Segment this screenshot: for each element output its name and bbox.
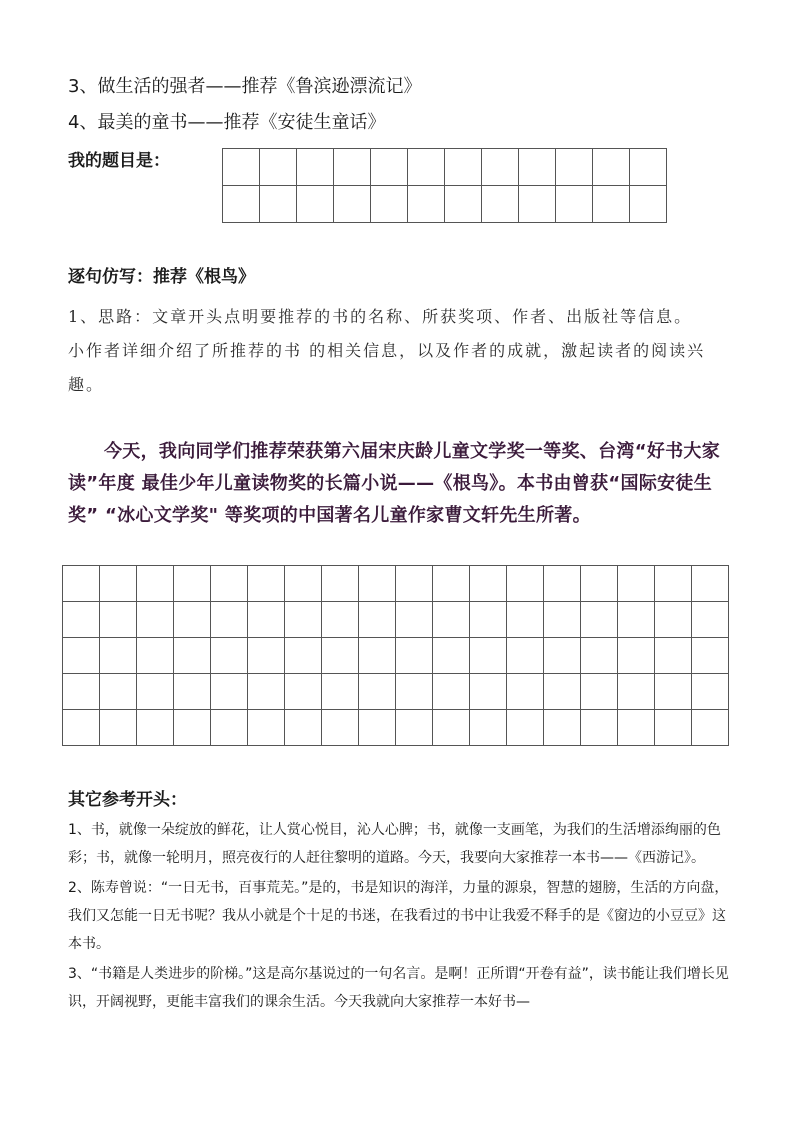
other-openings-heading: 其它参考开头： bbox=[68, 790, 187, 810]
grid-cell[interactable] bbox=[174, 566, 211, 602]
grid-cell[interactable] bbox=[470, 674, 507, 710]
grid-cell[interactable] bbox=[248, 674, 285, 710]
thought-line-2: 小作者详细介绍了所推荐的书 的相关信息，以及作者的成就，激起读者的阅读兴趣。 bbox=[68, 341, 706, 394]
grid-cell[interactable] bbox=[507, 674, 544, 710]
grid-cell[interactable] bbox=[211, 674, 248, 710]
my-title-label: 我的题目是： bbox=[68, 151, 170, 171]
grid-cell[interactable] bbox=[260, 186, 297, 223]
grid-cell[interactable] bbox=[174, 602, 211, 638]
grid-cell[interactable] bbox=[396, 566, 433, 602]
grid-cell[interactable] bbox=[655, 638, 692, 674]
grid-cell[interactable] bbox=[544, 710, 581, 746]
grid-cell[interactable] bbox=[334, 149, 371, 186]
grid-cell[interactable] bbox=[482, 149, 519, 186]
grid-cell[interactable] bbox=[100, 674, 137, 710]
grid-cell[interactable] bbox=[371, 149, 408, 186]
grid-cell[interactable] bbox=[322, 602, 359, 638]
thought-block bbox=[68, 300, 740, 402]
grid-cell[interactable] bbox=[655, 674, 692, 710]
grid-cell[interactable] bbox=[655, 602, 692, 638]
grid-cell[interactable] bbox=[223, 186, 260, 223]
grid-cell[interactable] bbox=[297, 186, 334, 223]
grid-cell[interactable] bbox=[63, 638, 100, 674]
grid-cell[interactable] bbox=[137, 674, 174, 710]
grid-cell[interactable] bbox=[359, 710, 396, 746]
grid-cell[interactable] bbox=[100, 602, 137, 638]
grid-cell[interactable] bbox=[519, 186, 556, 223]
grid-cell[interactable] bbox=[445, 149, 482, 186]
grid-cell[interactable] bbox=[470, 638, 507, 674]
grid-cell[interactable] bbox=[137, 566, 174, 602]
grid-cell[interactable] bbox=[248, 566, 285, 602]
grid-cell[interactable] bbox=[507, 710, 544, 746]
grid-cell[interactable] bbox=[297, 149, 334, 186]
grid-cell[interactable] bbox=[630, 186, 667, 223]
grid-cell[interactable] bbox=[285, 710, 322, 746]
grid-cell[interactable] bbox=[470, 710, 507, 746]
opening-item-1: 1、书，就像一朵绽放的鲜花，让人赏心悦目，沁人心脾；书，就像一支画笔，为我们的生活增添绚丽的色彩；书，就像一轮明月，照亮夜行的人赶往黎明的道路。今天，我要向大家推荐一本书——《西游记》。 bbox=[68, 822, 721, 866]
grid-cell[interactable] bbox=[470, 566, 507, 602]
grid-cell[interactable] bbox=[408, 186, 445, 223]
grid-cell[interactable] bbox=[174, 710, 211, 746]
grid-cell[interactable] bbox=[692, 710, 729, 746]
recommend-item-3: 3、做生活的强者——推荐《鲁滨逊漂流记》 bbox=[68, 76, 422, 97]
grid-cell[interactable] bbox=[593, 186, 630, 223]
grid-cell[interactable] bbox=[618, 602, 655, 638]
grid-cell[interactable] bbox=[556, 149, 593, 186]
grid-cell[interactable] bbox=[433, 638, 470, 674]
grid-cell[interactable] bbox=[544, 566, 581, 602]
grid-cell[interactable] bbox=[137, 638, 174, 674]
opening-item-3: 3、“书籍是人类进步的阶梯。”这是高尔基说过的一句名言。是啊！正所谓“开卷有益”，读书能让我们增长见识，开阔视野，更能丰富我们的课余生活。今天我就向大家推荐一本好书— bbox=[68, 966, 729, 1010]
grid-cell[interactable] bbox=[285, 602, 322, 638]
grid-cell[interactable] bbox=[137, 710, 174, 746]
other-openings-list bbox=[68, 816, 736, 1018]
grid-cell[interactable] bbox=[581, 710, 618, 746]
grid-cell[interactable] bbox=[544, 602, 581, 638]
opening-item-2: 2、陈寿曾说：“一日无书，百事荒芜。”是的，书是知识的海洋，力量的源泉，智慧的翅膀，生活的方向盘，我们又怎能一日无书呢？我从小就是个十足的书迷，在我看过的书中让我爱不释手的是《窗边的小豆豆》这本书。 bbox=[68, 880, 729, 952]
grid-cell[interactable] bbox=[100, 566, 137, 602]
grid-cell[interactable] bbox=[692, 566, 729, 602]
grid-cell[interactable] bbox=[248, 602, 285, 638]
grid-cell[interactable] bbox=[519, 149, 556, 186]
grid-cell[interactable] bbox=[322, 638, 359, 674]
grid-cell[interactable] bbox=[211, 638, 248, 674]
grid-cell[interactable] bbox=[260, 149, 297, 186]
grid-cell[interactable] bbox=[322, 710, 359, 746]
grid-cell[interactable] bbox=[174, 638, 211, 674]
grid-cell[interactable] bbox=[371, 186, 408, 223]
grid-cell[interactable] bbox=[618, 710, 655, 746]
grid-cell[interactable] bbox=[692, 602, 729, 638]
grid-cell[interactable] bbox=[285, 674, 322, 710]
grid-cell[interactable] bbox=[507, 638, 544, 674]
grid-cell[interactable] bbox=[334, 186, 371, 223]
grid-cell[interactable] bbox=[248, 638, 285, 674]
grid-cell[interactable] bbox=[396, 602, 433, 638]
grid-cell[interactable] bbox=[248, 710, 285, 746]
practice-writing-grid[interactable] bbox=[62, 565, 729, 746]
recommend-item-4: 4、最美的童书——推荐《安徒生童话》 bbox=[68, 112, 386, 133]
grid-cell[interactable] bbox=[63, 602, 100, 638]
grid-cell[interactable] bbox=[433, 674, 470, 710]
grid-cell[interactable] bbox=[655, 566, 692, 602]
grid-cell[interactable] bbox=[63, 566, 100, 602]
grid-cell[interactable] bbox=[507, 602, 544, 638]
grid-cell[interactable] bbox=[285, 638, 322, 674]
section-heading: 逐句仿写：推荐《根鸟》 bbox=[68, 267, 255, 287]
grid-cell[interactable] bbox=[630, 149, 667, 186]
grid-cell[interactable] bbox=[223, 149, 260, 186]
grid-cell[interactable] bbox=[618, 566, 655, 602]
grid-cell[interactable] bbox=[581, 674, 618, 710]
grid-cell[interactable] bbox=[359, 674, 396, 710]
grid-cell[interactable] bbox=[544, 638, 581, 674]
grid-cell[interactable] bbox=[211, 602, 248, 638]
grid-cell[interactable] bbox=[470, 602, 507, 638]
grid-cell[interactable] bbox=[433, 566, 470, 602]
grid-cell[interactable] bbox=[581, 638, 618, 674]
grid-cell[interactable] bbox=[692, 674, 729, 710]
grid-cell[interactable] bbox=[285, 566, 322, 602]
grid-cell[interactable] bbox=[556, 186, 593, 223]
grid-cell[interactable] bbox=[507, 566, 544, 602]
grid-cell[interactable] bbox=[359, 566, 396, 602]
grid-cell[interactable] bbox=[655, 710, 692, 746]
grid-cell[interactable] bbox=[322, 674, 359, 710]
grid-cell[interactable] bbox=[445, 186, 482, 223]
grid-cell[interactable] bbox=[544, 674, 581, 710]
grid-cell[interactable] bbox=[63, 674, 100, 710]
grid-cell[interactable] bbox=[692, 638, 729, 674]
grid-cell[interactable] bbox=[581, 602, 618, 638]
grid-cell[interactable] bbox=[137, 602, 174, 638]
grid-cell[interactable] bbox=[482, 186, 519, 223]
grid-cell[interactable] bbox=[581, 566, 618, 602]
grid-cell[interactable] bbox=[100, 638, 137, 674]
grid-cell[interactable] bbox=[322, 566, 359, 602]
title-writing-grid[interactable] bbox=[222, 148, 667, 223]
grid-cell[interactable] bbox=[396, 674, 433, 710]
grid-cell[interactable] bbox=[211, 566, 248, 602]
grid-cell[interactable] bbox=[100, 710, 137, 746]
thought-line-1: 1、思路：文章开头点明要推荐的书的名称、所获奖项、作者、出版社等信息。 bbox=[68, 307, 693, 326]
model-paragraph: 今天，我向同学们推荐荣获第六届宋庆龄儿童文学奖一等奖、台湾“好书大家读”年度 最佳少年儿童读物奖的长篇小说——《根鸟》。本书由曾获“国际安徒生奖” “冰心文学奖" 等奖项的中国著名儿童作家曹文轩先生所著。 bbox=[68, 441, 721, 526]
grid-cell[interactable] bbox=[408, 149, 445, 186]
grid-cell[interactable] bbox=[211, 710, 248, 746]
grid-cell[interactable] bbox=[593, 149, 630, 186]
grid-cell[interactable] bbox=[63, 710, 100, 746]
grid-cell[interactable] bbox=[618, 638, 655, 674]
grid-cell[interactable] bbox=[433, 710, 470, 746]
grid-cell[interactable] bbox=[174, 674, 211, 710]
grid-cell[interactable] bbox=[359, 638, 396, 674]
grid-cell[interactable] bbox=[396, 638, 433, 674]
grid-cell[interactable] bbox=[433, 602, 470, 638]
grid-cell[interactable] bbox=[396, 710, 433, 746]
grid-cell[interactable] bbox=[618, 674, 655, 710]
grid-cell[interactable] bbox=[359, 602, 396, 638]
